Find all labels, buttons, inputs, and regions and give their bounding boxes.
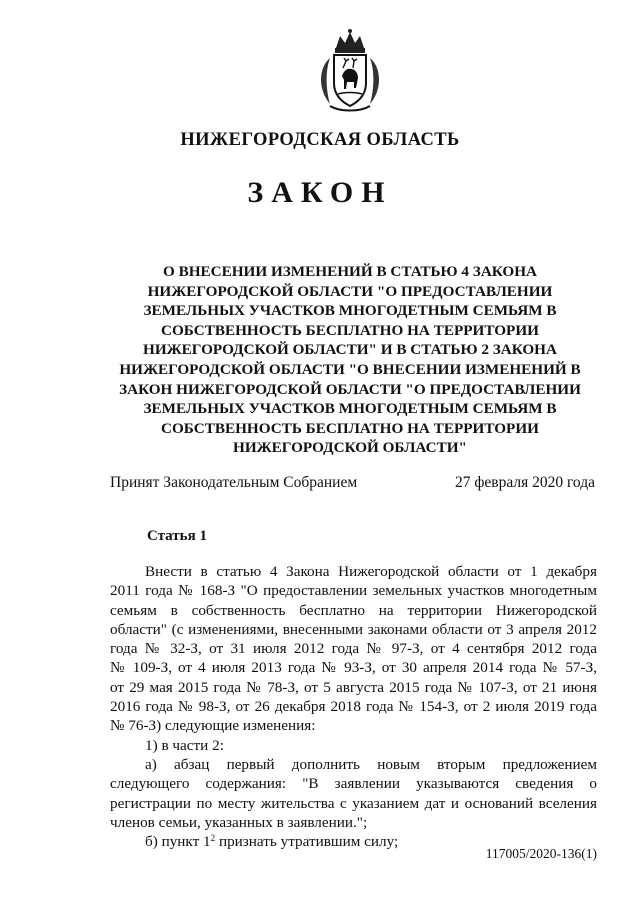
body-line: № 76-З) следующие изменения: (110, 717, 316, 735)
superscript-2: 2 (210, 833, 216, 844)
title-line: ЗАКОН НИЖЕГОРОДСКОЙ ОБЛАСТИ "О ПРЕДОСТАВЛЕНИИ (119, 380, 581, 398)
body-line: 2016 года № 98-З, от 26 декабря 2018 года № 154-З, от 2 июля 2019 года (110, 698, 597, 716)
adoption-statement: Принят Законодательным Собранием (110, 474, 358, 491)
body-line: Внести в статью 4 Закона Нижегородской области от 1 декабря (145, 563, 597, 580)
title-line: НИЖЕГОРОДСКОЙ ОБЛАСТИ" И В СТАТЬЮ 2 ЗАКОНА (143, 341, 557, 359)
title-line: СОБСТВЕННОСТЬ БЕСПЛАТНО НА ТЕРРИТОРИИ (161, 419, 539, 437)
document-type-heading: ЗАКОН (247, 176, 393, 209)
title-line: НИЖЕГОРОДСКОЙ ОБЛАСТИ "О ВНЕСЕНИИ ИЗМЕНЕНИЙ В (119, 360, 581, 378)
article-body (110, 562, 597, 851)
body-line: года № 32-З, от 31 июля 2012 года № 97-З, от 4 сентября 2012 года (110, 640, 597, 658)
item-b-rest: признать утратившим силу; (215, 833, 399, 851)
body-line: регистрации по месту жительства с указанием дат и оснований вселения (110, 794, 597, 812)
title-line: О ВНЕСЕНИИ ИЗМЕНЕНИЙ В СТАТЬЮ 4 ЗАКОНА (162, 263, 538, 280)
title-line: НИЖЕГОРОДСКОЙ ОБЛАСТИ" (233, 439, 467, 457)
law-title (100, 262, 600, 458)
title-line: СОБСТВЕННОСТЬ БЕСПЛАТНО НА ТЕРРИТОРИИ (161, 321, 539, 339)
body-line: 1) в части 2: (145, 736, 224, 754)
adoption-date: 27 февраля 2020 года (454, 474, 595, 491)
title-line: НИЖЕГОРОДСКОЙ ОБЛАСТИ "О ПРЕДОСТАВЛЕНИИ (147, 282, 553, 300)
document-code: 117005/2020-136(1) (485, 846, 597, 861)
body-line: следующего содержания: "В заявлении указываются сведения о (110, 775, 597, 793)
body-line: 2011 года № 168-З "О предоставлении земельных участков многодетным (110, 582, 597, 600)
region-heading: НИЖЕГОРОДСКАЯ ОБЛАСТЬ (180, 130, 460, 150)
body-line: а) абзац первый дополнить новым вторым предложением (145, 755, 597, 773)
body-line: членов семьи, указанных в заявлении."; (110, 813, 368, 831)
title-line: ЗЕМЕЛЬНЫХ УЧАСТКОВ МНОГОДЕТНЫМ СЕМЬЯМ В (143, 302, 557, 320)
article-heading: Статья 1 (147, 528, 207, 544)
body-line: от 29 мая 2015 года № 78-З, от 5 августа 2015 года № 107-З, от 21 июня (110, 678, 597, 696)
body-line: № 109-З, от 4 июля 2013 года № 93-З, от 30 апреля 2014 года № 57-З, (110, 659, 597, 677)
item-b-text: б) пункт 1 (145, 833, 211, 851)
body-line: семьям в собственность бесплатно на территории Нижегородской (110, 601, 597, 619)
title-line: ЗЕМЕЛЬНЫХ УЧАСТКОВ МНОГОДЕТНЫМ СЕМЬЯМ В (143, 400, 557, 418)
body-line: области" (с изменениями, внесенными законами области от 3 апреля 2012 (110, 620, 597, 638)
coat-of-arms-icon (316, 28, 384, 112)
